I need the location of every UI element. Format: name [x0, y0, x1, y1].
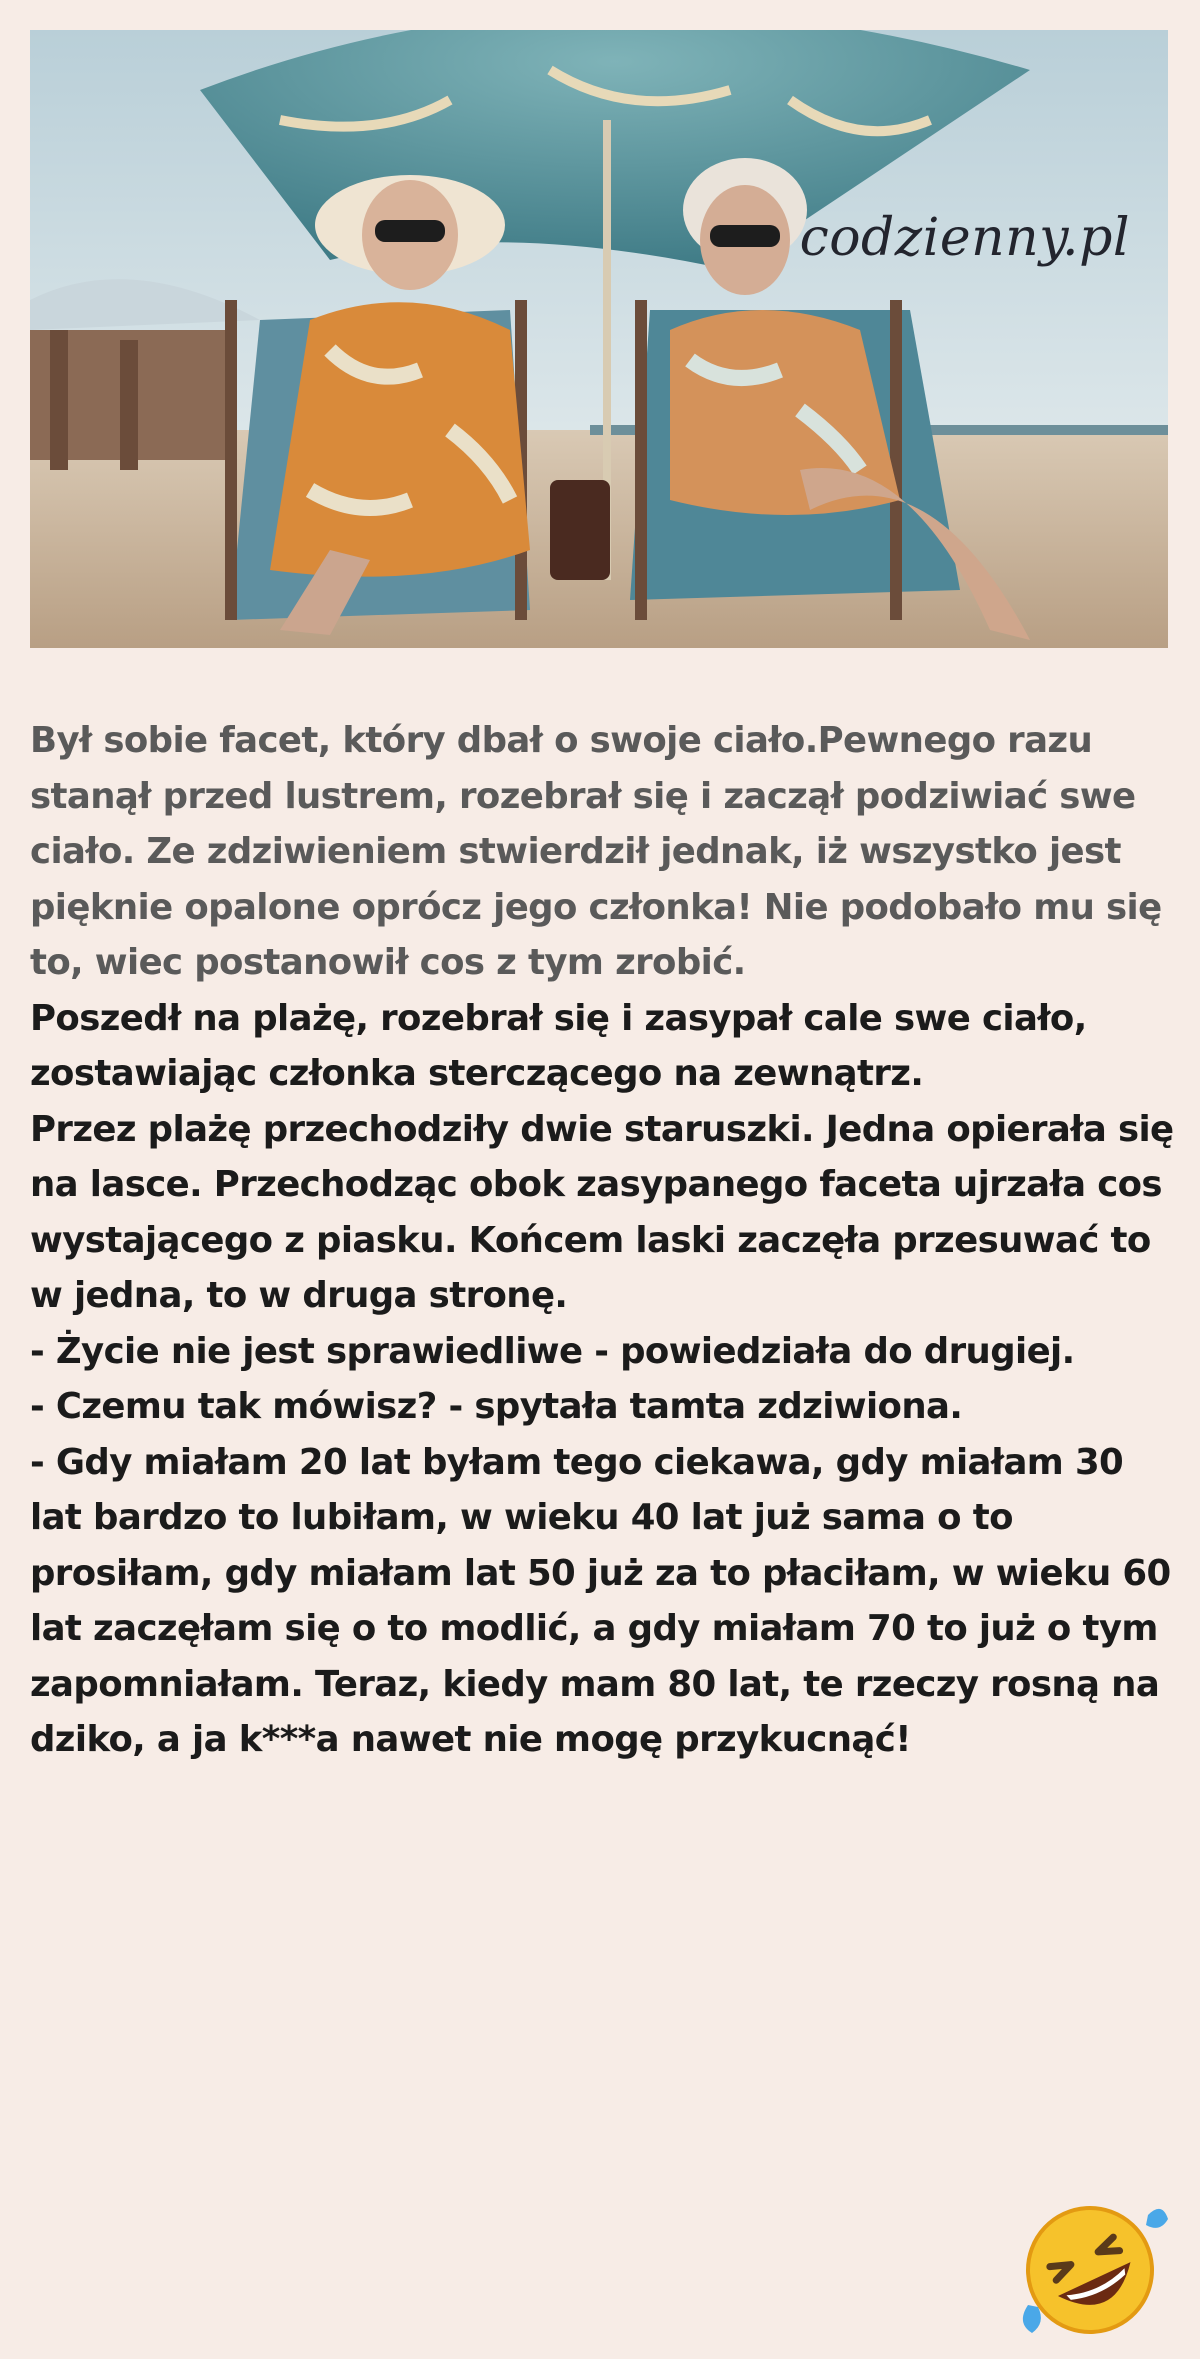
paragraph: Przez plażę przechodziły dwie staruszki. Jedna opierała się na lasce. Przechodząc obok zasypanego faceta ujrzała cos wystającego z piasku. Końcem laski zaczęła przesuwać to w jedna, to w druga stronę. [30, 1108, 1174, 1316]
paragraph: - Gdy miałam 20 lat byłam tego ciekawa, gdy miałam 30 lat bardzo to lubiłam, w wieku 40 lat już sama o to prosiłam, gdy miałam lat 50 już za to płaciłam, w wieku 60 lat zaczęłam się o to modlić, a gdy miałam 70 to już o tym zapomniałam. Teraz, kiedy mam 80 lat, te rzeczy rosną na dziko, a ja k***a nawet nie mogę przykucnąć! [30, 1441, 1171, 1760]
beach-scene-illustration [30, 30, 1168, 648]
paragraph: Poszedł na plażę, rozebrał się i zasypał cale swe ciało, zostawiając członka sterczącego na zewnątrz. [30, 997, 1087, 1094]
joke-text [30, 713, 1180, 1768]
beach-photo [30, 30, 1168, 648]
paragraph: - Życie nie jest sprawiedliwe - powiedziała do drugiej. [30, 1330, 1075, 1372]
site-watermark: codzienny.pl [799, 208, 1130, 268]
handbag [550, 480, 610, 580]
rolling-on-floor-laughing-icon [1010, 2195, 1170, 2345]
paragraph: Był sobie facet, który dbał o swoje ciało.Pewnego razu stanął przed lustrem, rozebrał się i zaczął podziwiać swe ciało. Ze zdziwieniem stwierdził jednak, iż wszystko jest pięknie opalone oprócz jego członka! Nie podobało mu się to, wiec postanowił cos z tym zrobić. [30, 720, 1162, 983]
paragraph: - Czemu tak mówisz? - spytała tamta zdziwiona. [30, 1386, 963, 1427]
